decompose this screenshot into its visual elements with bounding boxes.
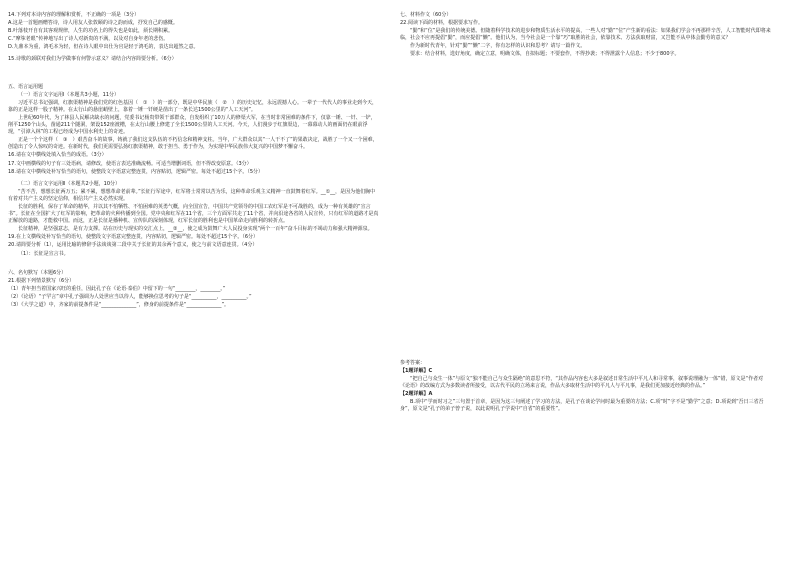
question-21-3: （3）《大学之道》中，齐家的前提条件是“______________”，修身的前提条件是“______________”。 [8,302,230,308]
question-16: 16.请在文中横线处填入恰当的成语。（3分） [8,152,107,159]
question-22: 22.阅读下面的材料，根据要求写作。 [400,20,483,27]
question-17: 17.文中画横线的句子有三处语病，请修改，使语言表达准确流畅。可适当增删词语，但不得改变原意。（3分） [8,160,252,167]
answer-title: 参考答案： [400,359,426,366]
passage-4: “苦不苦，想想长征两万五；累不累，想想革命老前辈。”长征行军途中，红军将士常常以苦为乐，这种革命乐观主义精神一直鼓舞着红军。__①__，是因为他们胸中有着对共产主义的坚定信仰，相信共产主义必然实现。 [8,188,376,202]
question-20: 20.请简要分析（1），运用比喻的修辞手法谈谈第二段中关于长征的其余两个意义，使之与前文语意连贯。（4分） [8,242,258,249]
answer-2-tag: 【2题详解】A [400,390,433,397]
section-5b-title: （二）语言文字运用Ⅱ（本题共2小题，10分） [18,180,121,187]
question-21-2: （2）《论语》“子罕言”章中孔子强调为人处世应当以待人，能够换位思考的句子是“__________，__________。” [8,293,252,300]
section-5-title: 五、语言运用题 [8,83,44,90]
option-a: A.这是一首题画赠答诗，诗人用友人张敦颐的诗之韵而成，抒发自己的感慨。 [8,20,178,27]
answer-1-tag: 【1题详解】C [400,367,433,374]
option-d: D.九鼎本为重，鸿毛本为轻，但在诗人眼中出仕为官是轻于鸿毛的，表达出超然之意。 [8,44,199,51]
passage-1: 习近平总书记强调，红旗渠精神是我们党的红色基因（ ① ）的一部分，既是中华民族（ ② ）的历史记忆，永远震撼人心。一辈子一代代人的事业走到今天，靠的正是这样一股子精神。在太行山的悬崖峭壁上，靠着一锤一钎硬是凿出了一条长达1500公里的“人工天河”。 [8,99,377,113]
question-19: 19.在上文横线处补写恰当的语句，使整段文字语意完整连贯，内容贴切，逻辑严密。每处不超过15个字。（6分） [8,234,259,241]
material-1: “勤”和“位”是我们的传统美德。但随着科学技术的进步和物质生活水平的提高，一些人对“勤”“位”产生新的看法：如果我们学会不再那样辛苦，人工智能时代即将来临，社会不应再提倡“勤”，而应提倡“懒”。他们认为，当今社会是一个靠“巧”取胜的社会，依靠技术、方法获取财富，又岂能不从中体会勤劳的意义？ [400,28,771,42]
question-15: 15.诗歌的颈联对我们为学做事有何警示意义？请结合内容简要分析。（6分） [8,56,177,63]
requirements: 要求：结合材料，选好角度，确定立意，明确文体，自拟标题；不要套作，不得抄袭；不得泄露个人信息；不少于800字。 [410,51,680,58]
question-20-note: （1）：长征是宣言书。 [18,250,69,257]
passage-3: 正是一个个这样（ ③ ）艰苦奋斗的故事，铸就了我们这支队伍的不朽信念和精神支柱。当年，广大群众以其“一人干不了”的果敢决定，战胜了一个又一个困难，创造出了令人惊叹的奇迹。在新时代，我们更需要弘扬红旗渠精神，敢于担当、勇于作为，为实现中华民族伟大复兴的中国梦不懈奋斗。 [8,137,378,151]
passage-5: 长征的胜利，保存了革命的精华，并以其不怕牺牲、不怕困难的英勇气概，向全国宣告，中国共产党领导的中国工农红军是不可战胜的，成为一种有英雄的“宣言书”。长征在全国扩大了红军的影响，把革命的火种传播到全国。党中央和红军在11个省，三个方面军共走了11个省，并向沿途各省的人民宣传，只有红军的道路才是真正解放的道路，才能救中国。而这，正是长征是播种机、宣传队的深刻体现，红军长征的胜利也是中国革命走向胜利的转折点。 [8,203,379,225]
question-18: 18.请在文中横线处补写恰当的语句，使整段文字语意完整连贯，内容贴切，逻辑严密。每处不超过15个字。（5分） [8,168,264,175]
option-c: C.“摩挲老眼”传神地写出了诗人对新贵的不满，以及对自身年老的悲伤。 [8,36,169,43]
option-b: B.叶落枝开自有其客观规律，人生的功名上的得失也是如此，须长期积累。 [8,28,174,35]
section-5a-title: （一）语言文字运用Ⅰ（本题共3小题，11分） [18,91,120,98]
material-2: 作为新时代青年，针对“勤”“懒”二字，你有怎样的认识和思考？请写一篇作文。 [410,43,586,50]
right-column [400,12,772,414]
passage-2: 上世纪60年代，为了林县人民解决缺水的问题，党委书记杨贵带领干部群众，自发组织了10万人的修渠大军，在当时非常困难的条件下，仅靠一锤、一钎、一铲，削平1250个山头，凿通211个隧洞，架设152座渡槽，在太行山腰上修建了全长1500公里的人工天河。今天，人们漫步于红旗渠边，一幕幕动人的画面仍在眼前浮现，“引漳入林”的工程已经成为中国水利史上的奇迹。 [8,114,376,136]
question-21: 21.根据下列情景默写（6分） [8,277,75,284]
passage-6: 长征精神，是坚强意志，是有力支撑。站在历史与现实的交汇点上，__②__，使之成为鼓舞广大人民投身实现“两个一百年”奋斗目标的不竭动力和强大精神源泉。 [18,226,373,233]
answer-1: “把自己与众生一体”与原文“独不能自己与众生隔绝”的意思不符，“其作品内容也大多是叙述日常生活中平凡人和寻常事，叙事说理融为一体”错，原文是“作者对《论语》的改编方式为多数读者所接受，以古代平民的立场来言说，作品大多取材生活中的平凡人与平凡事，是我们更加接近经典的作品。” [400,375,764,389]
section-6-title: 六、名句默写（本题6分） [8,269,67,276]
answer-2: B.项中“学而时习之”三句置于首章，是因为这三句阐述了学习的方法，是孔子在谈论学问时最为重要的方法；C.项“时”字不是“勤学”之意；D.项说到“吾日三省吾身”，原文是“孔子的弟子曾子说，以此说明孔子学说中“自省”的重要性”。 [400,399,764,413]
question-14: 14.下列对本诗内容的理解和赏析，不正确的一项是（3分） [8,12,140,18]
question-21-1: （1）青年担当着国家兴旺的重任，因此孔子在《论语·泰伯》中留下的一句“________，________。” [8,285,226,292]
section-7-title: 七、材料作文（60分） [400,12,452,18]
left-column [8,12,380,310]
